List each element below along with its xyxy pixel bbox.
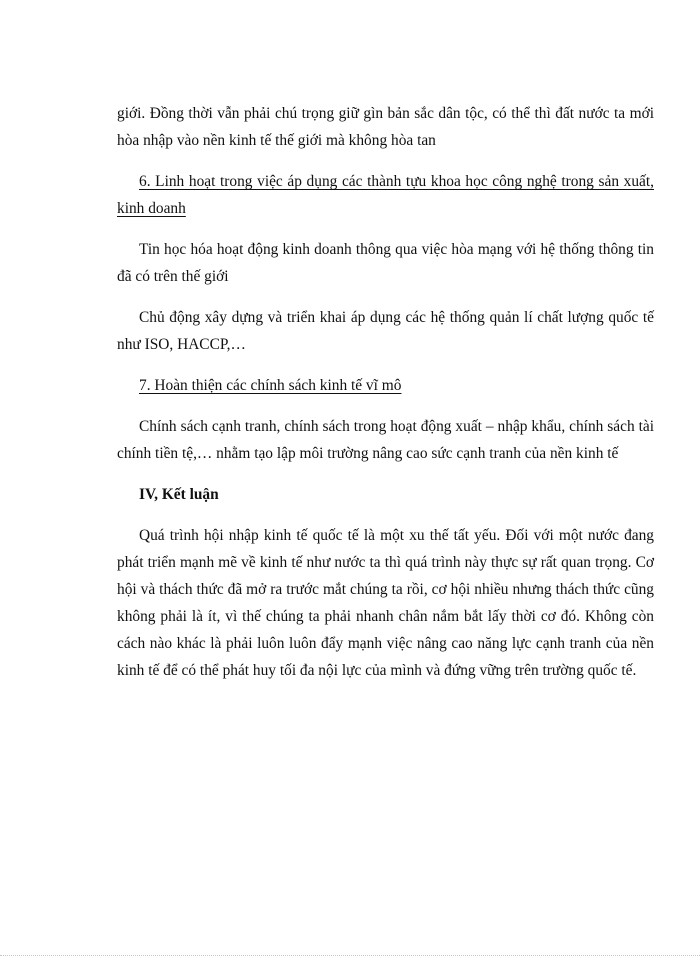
paragraph-continuation: giới. Đồng thời vẫn phải chú trọng giữ gìn bản sắc dân tộc, có thể thì đất nước ta mới hòa nhập vào nền kinh tế thế giới mà không hòa tan: [117, 105, 654, 149]
section-heading-conclusion-text: IV, Kết luận: [139, 486, 219, 503]
paragraph-conclusion: Quá trình hội nhập kinh tế quốc tế là một xu thế tất yếu. Đối với một nước đang phát triển mạnh mẽ về kinh tế như nước ta thì quá trình này thực sự rất quan trọng. Cơ hội và thách thức đã mở ra trước mắt chúng ta rồi, cơ hội nhiều nhưng thách thức cũng không phải là ít, vì thế chúng ta phải nhanh chân nắm bắt lấy thời cơ đó. Không còn cách nào khác là phải luôn luôn đẩy mạnh việc nâng cao năng lực cạnh tranh của nền kinh tế để có thể phát huy tối đa nội lực của mình và đứng vững trên trường quốc tế.: [117, 527, 654, 679]
document-body: [117, 100, 654, 698]
section-heading-conclusion: [117, 481, 654, 508]
paragraph-macro-policy: Chính sách cạnh tranh, chính sách trong hoạt động xuất – nhập khẩu, chính sách tài chính tiền tệ,… nhằm tạo lập môi trường nâng cao sức cạnh tranh của nền kinh tế: [117, 418, 654, 462]
page-bottom-divider: [0, 955, 700, 956]
section-heading-7: [117, 372, 654, 399]
paragraph-informatization: Tin học hóa hoạt động kinh doanh thông qua việc hòa mạng với hệ thống thông tin đã có trên thế giới: [117, 241, 654, 285]
section-heading-7-text: 7. Hoàn thiện các chính sách kinh tế vĩ mô: [139, 377, 402, 394]
paragraph-quality-systems: Chủ động xây dựng và triển khai áp dụng các hệ thống quản lí chất lượng quốc tế như ISO, HACCP,…: [117, 309, 654, 353]
section-heading-6: [117, 168, 654, 222]
section-heading-6-text: 6. Linh hoạt trong việc áp dụng các thành tựu khoa học công nghệ trong sản xuất, kinh doanh: [117, 173, 654, 217]
